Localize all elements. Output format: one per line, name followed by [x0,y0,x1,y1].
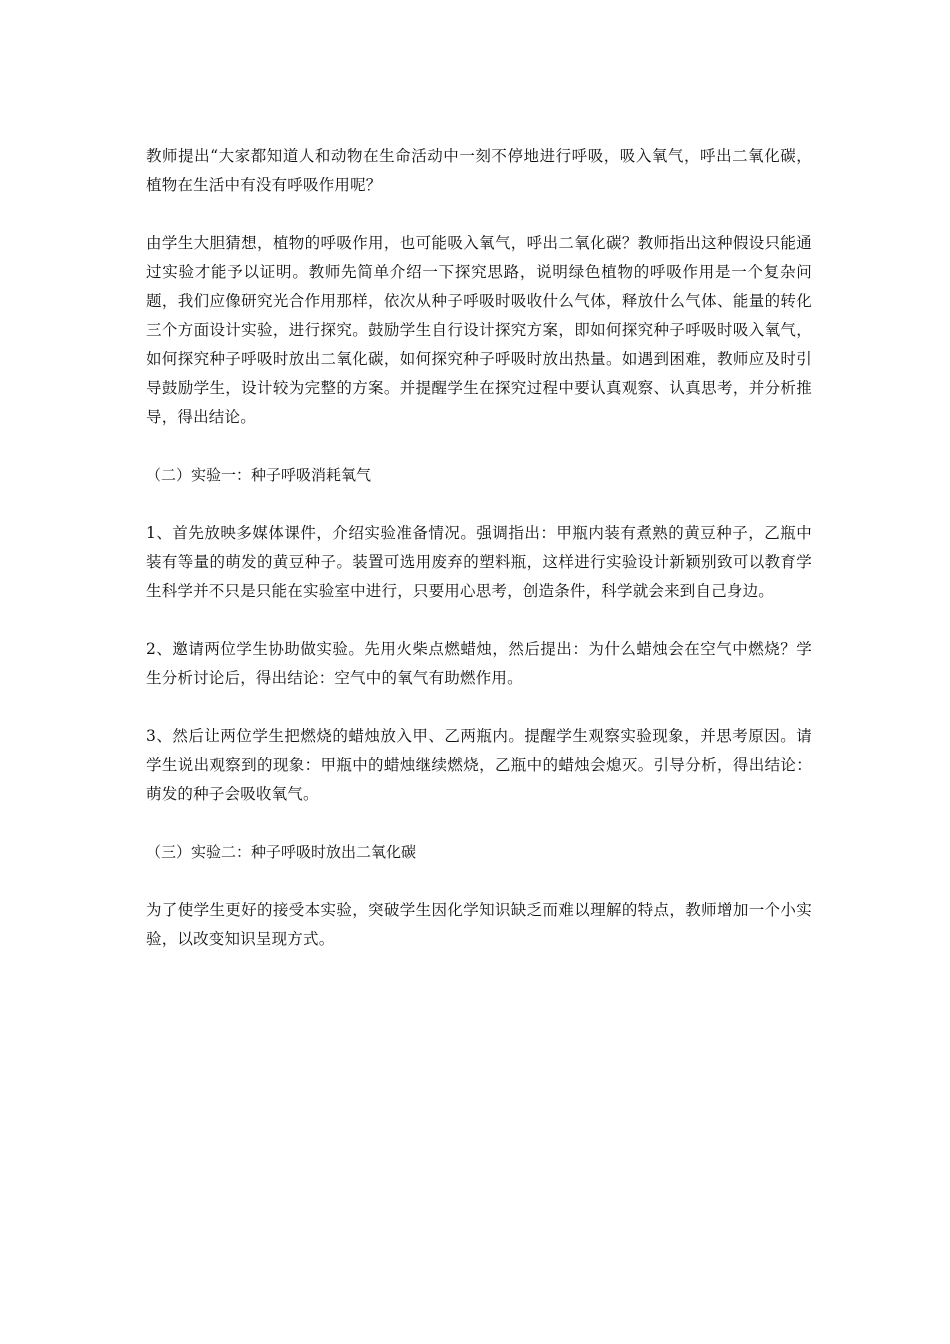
document-body [146,142,812,983]
paragraph-step-3: 3、然后让两位学生把燃烧的蜡烛放入甲、乙两瓶内。提醒学生观察实验现象，并思考原因。请学生说出观察到的现象：甲瓶中的蜡烛继续燃烧，乙瓶中的蜡烛会熄灭。引导分析，得出结论：萌发的种子会吸收氧气。 [146,727,812,803]
paragraph-experiment-2-intro: 为了使学生更好的接受本实验，突破学生因化学知识缺乏而难以理解的特点，教师增加一个小实验，以改变知识呈现方式。 [146,901,812,948]
paragraph-intro-question: 教师提出“大家都知道人和动物在生命活动中一刻不停地进行呼吸，吸入氧气，呼出二氧化碳，植物在生活中有没有呼吸作用呢？ [146,147,812,194]
section-heading-experiment-1: （二）实验一：种子呼吸消耗氧气 [146,466,372,484]
paragraph-step-2: 2、邀请两位学生协助做实验。先用火柴点燃蜡烛，然后提出：为什么蜡烛会在空气中燃烧？学生分析讨论后，得出结论：空气中的氧气有助燃作用。 [146,640,812,687]
paragraph-hypothesis: 由学生大胆猜想，植物的呼吸作用，也可能吸入氧气，呼出二氧化碳？教师指出这种假设只能通过实验才能予以证明。教师先简单介绍一下探究思路，说明绿色植物的呼吸作用是一个复杂问题，我们应像研究光合作用那样，依次从种子呼吸时吸收什么气体，释放什么气体、能量的转化三个方面设计实验，进行探究。鼓励学生自行设计探究方案，即如何探究种子呼吸时吸入氧气，如何探究种子呼吸时放出二氧化碳，如何探究种子呼吸时放出热量。如遇到困难，教师应及时引导鼓励学生，设计较为完整的方案。并提醒学生在探究过程中要认真观察、认真思考，并分析推导，得出结论。 [146,234,812,426]
paragraph-step-1: 1、首先放映多媒体课件，介绍实验准备情况。强调指出：甲瓶内装有煮熟的黄豆种子，乙瓶中装有等量的萌发的黄豆种子。装置可选用废弃的塑料瓶，这样进行实验设计新颖别致可以教育学生科学并不只是只能在实验室中进行，只要用心思考，创造条件，科学就会来到自己身边。 [146,524,812,600]
section-heading-experiment-2: （三）实验二：种子呼吸时放出二氧化碳 [146,843,417,861]
